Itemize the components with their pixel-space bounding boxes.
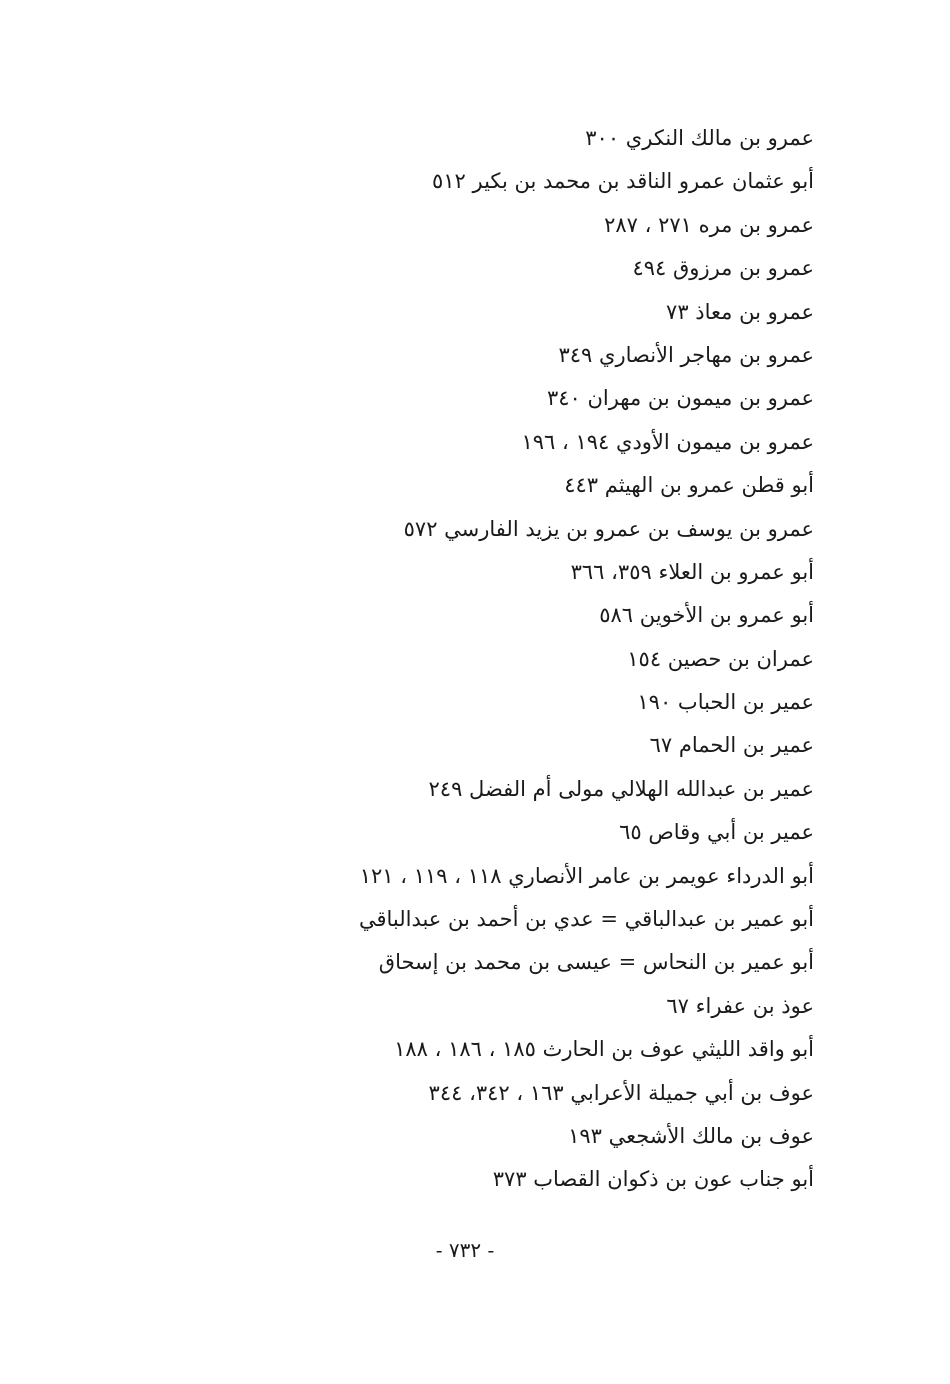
index-entry: أبو عمير بن النحاس = عيسى بن محمد بن إسحاق: [378, 950, 814, 975]
index-entry: عمير بن الحباب ١٩٠: [637, 690, 814, 715]
index-entry: أبو عمرو بن الأخوين ٥٨٦: [599, 603, 814, 628]
index-entry: أبو الدرداء عويمر بن عامر الأنصاري ١١٨ ، ١١٩ ، ١٢١: [359, 863, 814, 888]
index-entry: عوف بن مالك الأشجعي ١٩٣: [568, 1123, 814, 1148]
index-entry: عمرو بن مالك النكري ٣٠٠: [585, 126, 814, 150]
index-entry: عمرو بن ميمون الأودي ١٩٤ ، ١٩٦: [521, 429, 814, 454]
page-number: - ٧٣٢ -: [435, 1238, 495, 1262]
index-entry: أبو عثمان عمرو الناقد بن محمد بن بكير ٥١٢: [431, 169, 814, 194]
index-entry: عمرو بن يوسف بن عمرو بن يزيد الفارسي ٥٧٢: [403, 516, 814, 541]
index-entry: أبو واقد الليثي عوف بن الحارث ١٨٥ ، ١٨٦ ، ١٨٨: [394, 1037, 814, 1062]
index-entry: عمرو بن مره ٢٧١ ، ٢٨٧: [604, 212, 814, 237]
index-entry: عمير بن الحمام ٦٧: [649, 733, 814, 758]
index-entry: عمرو بن معاذ ٧٣: [666, 299, 814, 324]
index-entry: عوذ بن عفراء ٦٧: [666, 993, 814, 1018]
name-index-list: [254, 117, 814, 1202]
index-entry: عمرو بن مهاجر الأنصاري ٣٤٩: [558, 342, 814, 367]
index-entry: أبو عمرو بن العلاء ٣٥٩، ٣٦٦: [570, 559, 814, 584]
index-entry: عمرو بن مرزوق ٤٩٤: [632, 256, 814, 281]
index-entry: أبو قطن عمرو بن الهيثم ٤٤٣: [564, 473, 814, 498]
index-entry: عمير بن أبي وقاص ٦٥: [619, 820, 814, 845]
index-entry: عمير بن عبدالله الهلالي مولى أم الفضل ٢٤٩: [428, 776, 814, 801]
index-entry: عوف بن أبي جميلة الأعرابي ١٦٣ ، ٣٤٢، ٣٤٤: [428, 1080, 814, 1105]
index-entry: عمرو بن ميمون بن مهران ٣٤٠: [546, 386, 814, 411]
index-entry: عمران بن حصين ١٥٤: [627, 646, 814, 671]
index-entry: أبو عمير بن عبدالباقي = عدي بن أحمد بن عبدالباقي: [358, 907, 814, 932]
index-entry: أبو جناب عون بن ذكوان القصاب ٣٧٣: [492, 1167, 814, 1192]
